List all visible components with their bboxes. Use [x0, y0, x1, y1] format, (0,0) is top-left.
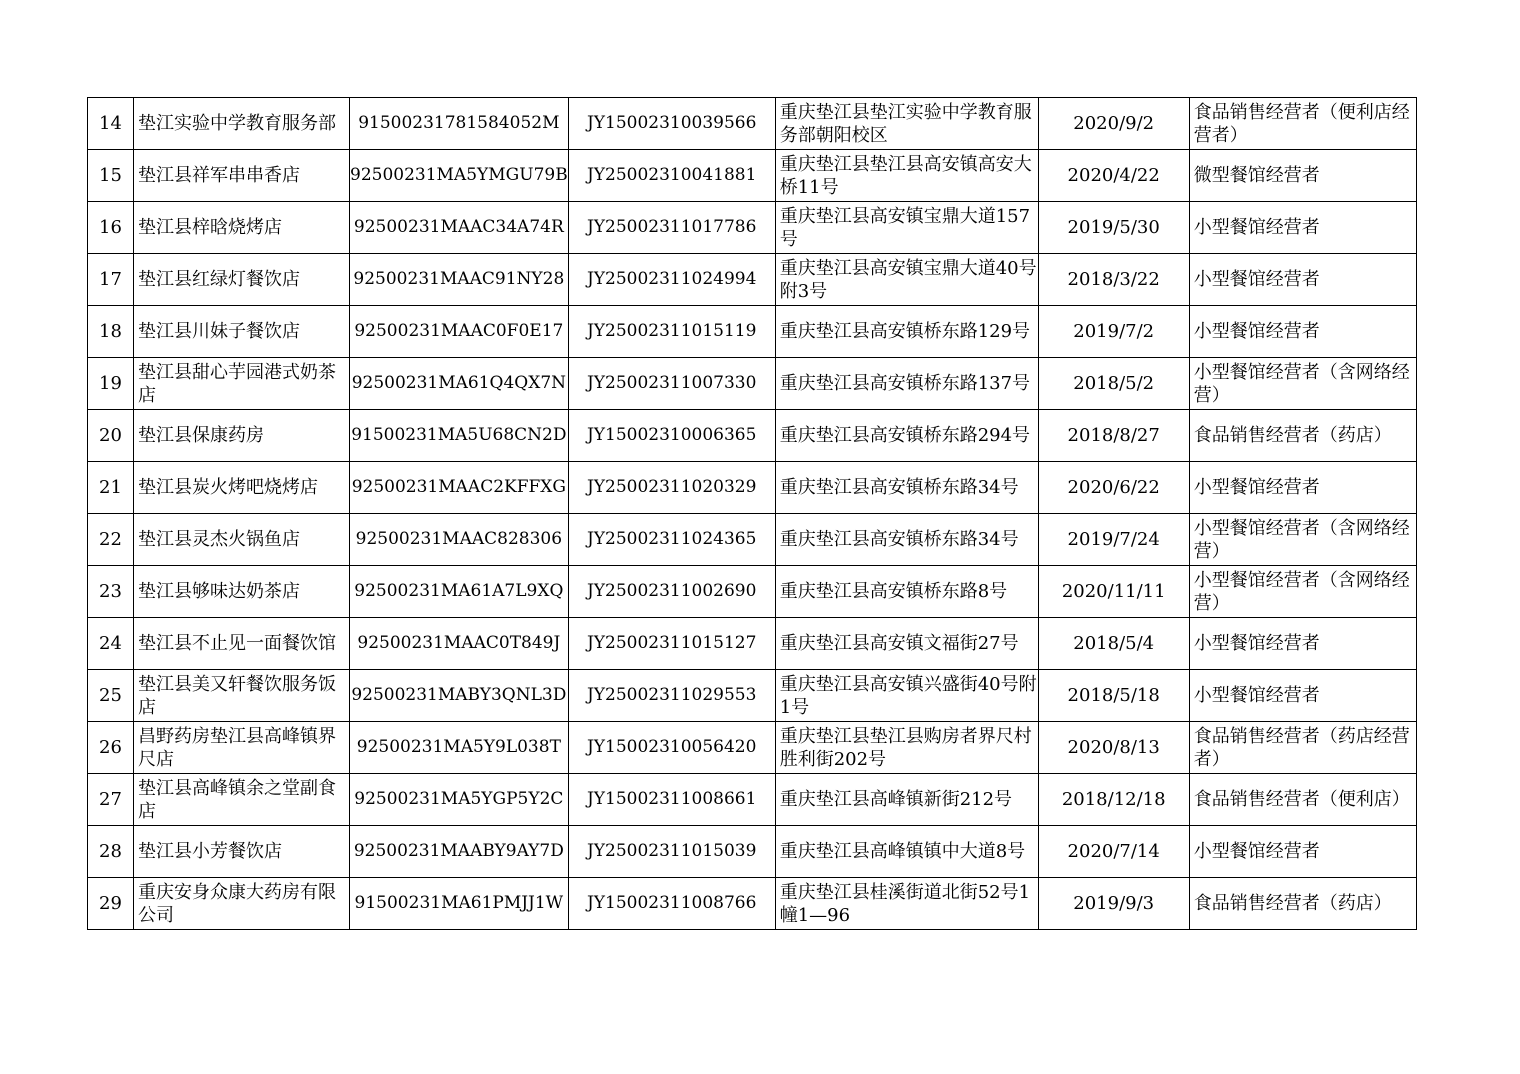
credit-code-cell: 92500231MA5Y9L038T — [350, 722, 569, 774]
business-address-cell: 重庆垫江县高安镇桥东路8号 — [775, 566, 1038, 618]
business-type-cell: 小型餐馆经营者（含网络经营） — [1189, 566, 1416, 618]
credit-code-cell: 92500231MAABY9AY7D — [350, 826, 569, 878]
business-type-cell: 食品销售经营者（药店经营者） — [1189, 722, 1416, 774]
issue-date-cell: 2018/5/18 — [1038, 670, 1189, 722]
license-number-cell: JY15002311008766 — [568, 878, 775, 930]
license-number-cell: JY15002311008661 — [568, 774, 775, 826]
credit-code-cell: 92500231MAAC2KFFXG — [350, 462, 569, 514]
credit-code-cell: 92500231MAAC0T849J — [350, 618, 569, 670]
business-name-cell: 垫江县美又轩餐饮服务饭店 — [134, 670, 350, 722]
row-number-cell: 15 — [88, 150, 134, 202]
business-type-cell: 食品销售经营者（药店） — [1189, 878, 1416, 930]
issue-date-cell: 2019/9/3 — [1038, 878, 1189, 930]
license-number-cell: JY25002311017786 — [568, 202, 775, 254]
license-number-cell: JY25002311024365 — [568, 514, 775, 566]
table-row — [88, 462, 1417, 514]
business-address-cell: 重庆垫江县高安镇宝鼎大道40号附3号 — [775, 254, 1038, 306]
table-body — [88, 98, 1417, 930]
business-name-cell: 垫江县祥军串串香店 — [134, 150, 350, 202]
credit-code-cell: 92500231MABY3QNL3D — [350, 670, 569, 722]
issue-date-cell: 2018/12/18 — [1038, 774, 1189, 826]
table-row — [88, 722, 1417, 774]
table-row — [88, 150, 1417, 202]
license-number-cell: JY25002310041881 — [568, 150, 775, 202]
license-number-cell: JY25002311015039 — [568, 826, 775, 878]
business-type-cell: 小型餐馆经营者 — [1189, 618, 1416, 670]
table-row — [88, 202, 1417, 254]
business-name-cell: 垫江县梓晗烧烤店 — [134, 202, 350, 254]
business-name-cell: 垫江县川妹子餐饮店 — [134, 306, 350, 358]
business-address-cell: 重庆垫江县高安镇桥东路137号 — [775, 358, 1038, 410]
credit-code-cell: 91500231MA5U68CN2D — [350, 410, 569, 462]
business-address-cell: 重庆垫江县高安镇文福街27号 — [775, 618, 1038, 670]
issue-date-cell: 2019/7/24 — [1038, 514, 1189, 566]
license-number-cell: JY25002311002690 — [568, 566, 775, 618]
table-row — [88, 254, 1417, 306]
business-name-cell: 垫江县灵杰火锅鱼店 — [134, 514, 350, 566]
business-type-cell: 微型餐馆经营者 — [1189, 150, 1416, 202]
row-number-cell: 16 — [88, 202, 134, 254]
business-type-cell: 小型餐馆经营者 — [1189, 462, 1416, 514]
business-name-cell: 垫江县炭火烤吧烧烤店 — [134, 462, 350, 514]
business-address-cell: 重庆垫江县高安镇桥东路34号 — [775, 514, 1038, 566]
issue-date-cell: 2018/8/27 — [1038, 410, 1189, 462]
business-address-cell: 重庆垫江县桂溪街道北街52号1幢1—96 — [775, 878, 1038, 930]
table-row — [88, 618, 1417, 670]
license-number-cell: JY15002310056420 — [568, 722, 775, 774]
table-row — [88, 670, 1417, 722]
table-row — [88, 98, 1417, 150]
business-address-cell: 重庆垫江县高安镇兴盛街40号附1号 — [775, 670, 1038, 722]
business-type-cell: 食品销售经营者（便利店） — [1189, 774, 1416, 826]
business-address-cell: 重庆垫江县垫江县高安镇高安大桥11号 — [775, 150, 1038, 202]
issue-date-cell: 2020/4/22 — [1038, 150, 1189, 202]
business-address-cell: 重庆垫江县高峰镇新街212号 — [775, 774, 1038, 826]
business-name-cell: 垫江县红绿灯餐饮店 — [134, 254, 350, 306]
issue-date-cell: 2018/5/4 — [1038, 618, 1189, 670]
row-number-cell: 26 — [88, 722, 134, 774]
table-row — [88, 410, 1417, 462]
business-address-cell: 重庆垫江县高峰镇镇中大道8号 — [775, 826, 1038, 878]
credit-code-cell: 92500231MA5YGP5Y2C — [350, 774, 569, 826]
business-name-cell: 垫江县甜心芋园港式奶茶店 — [134, 358, 350, 410]
issue-date-cell: 2018/5/2 — [1038, 358, 1189, 410]
issue-date-cell: 2020/6/22 — [1038, 462, 1189, 514]
row-number-cell: 22 — [88, 514, 134, 566]
business-name-cell: 垫江县不止见一面餐饮馆 — [134, 618, 350, 670]
business-address-cell: 重庆垫江县高安镇桥东路129号 — [775, 306, 1038, 358]
issue-date-cell: 2020/11/11 — [1038, 566, 1189, 618]
credit-code-cell: 92500231MAAC34A74R — [350, 202, 569, 254]
license-number-cell: JY25002311020329 — [568, 462, 775, 514]
business-type-cell: 小型餐馆经营者 — [1189, 202, 1416, 254]
issue-date-cell: 2019/7/2 — [1038, 306, 1189, 358]
business-name-cell: 垫江县小芳餐饮店 — [134, 826, 350, 878]
business-address-cell: 重庆垫江县垫江实验中学教育服务部朝阳校区 — [775, 98, 1038, 150]
business-type-cell: 小型餐馆经营者 — [1189, 306, 1416, 358]
business-type-cell: 小型餐馆经营者 — [1189, 254, 1416, 306]
row-number-cell: 24 — [88, 618, 134, 670]
row-number-cell: 23 — [88, 566, 134, 618]
credit-code-cell: 92500231MAAC0F0E17 — [350, 306, 569, 358]
table-row — [88, 306, 1417, 358]
row-number-cell: 20 — [88, 410, 134, 462]
row-number-cell: 21 — [88, 462, 134, 514]
row-number-cell: 28 — [88, 826, 134, 878]
business-name-cell: 垫江实验中学教育服务部 — [134, 98, 350, 150]
row-number-cell: 27 — [88, 774, 134, 826]
license-number-cell: JY25002311024994 — [568, 254, 775, 306]
table-row — [88, 358, 1417, 410]
credit-code-cell: 91500231MA61PMJJ1W — [350, 878, 569, 930]
business-address-cell: 重庆垫江县高安镇宝鼎大道157号 — [775, 202, 1038, 254]
issue-date-cell: 2020/9/2 — [1038, 98, 1189, 150]
license-number-cell: JY25002311015119 — [568, 306, 775, 358]
credit-code-cell: 92500231MAAC91NY28 — [350, 254, 569, 306]
table-row — [88, 826, 1417, 878]
business-name-cell: 垫江县够味达奶茶店 — [134, 566, 350, 618]
license-number-cell: JY15002310039566 — [568, 98, 775, 150]
table-row — [88, 774, 1417, 826]
business-name-cell: 重庆安身众康大药房有限公司 — [134, 878, 350, 930]
credit-code-cell: 91500231781584052M — [350, 98, 569, 150]
business-name-cell: 垫江县保康药房 — [134, 410, 350, 462]
business-type-cell: 小型餐馆经营者（含网络经营） — [1189, 514, 1416, 566]
license-number-cell: JY25002311029553 — [568, 670, 775, 722]
business-address-cell: 重庆垫江县高安镇桥东路294号 — [775, 410, 1038, 462]
issue-date-cell: 2018/3/22 — [1038, 254, 1189, 306]
business-address-cell: 重庆垫江县垫江县购房者界尺村胜利街202号 — [775, 722, 1038, 774]
row-number-cell: 18 — [88, 306, 134, 358]
business-type-cell: 食品销售经营者（便利店经营者） — [1189, 98, 1416, 150]
license-number-cell: JY25002311007330 — [568, 358, 775, 410]
business-name-cell: 昌野药房垫江县高峰镇界尺店 — [134, 722, 350, 774]
issue-date-cell: 2020/8/13 — [1038, 722, 1189, 774]
credit-code-cell: 92500231MA61A7L9XQ — [350, 566, 569, 618]
credit-code-cell: 92500231MA61Q4QX7N — [350, 358, 569, 410]
row-number-cell: 14 — [88, 98, 134, 150]
issue-date-cell: 2020/7/14 — [1038, 826, 1189, 878]
business-name-cell: 垫江县高峰镇余之堂副食店 — [134, 774, 350, 826]
row-number-cell: 29 — [88, 878, 134, 930]
registry-table — [87, 97, 1417, 930]
business-address-cell: 重庆垫江县高安镇桥东路34号 — [775, 462, 1038, 514]
row-number-cell: 25 — [88, 670, 134, 722]
row-number-cell: 19 — [88, 358, 134, 410]
business-type-cell: 食品销售经营者（药店） — [1189, 410, 1416, 462]
license-number-cell: JY15002310006365 — [568, 410, 775, 462]
table-row — [88, 566, 1417, 618]
table-row — [88, 878, 1417, 930]
table-row — [88, 514, 1417, 566]
row-number-cell: 17 — [88, 254, 134, 306]
license-number-cell: JY25002311015127 — [568, 618, 775, 670]
business-type-cell: 小型餐馆经营者 — [1189, 670, 1416, 722]
issue-date-cell: 2019/5/30 — [1038, 202, 1189, 254]
credit-code-cell: 92500231MA5YMGU79B — [350, 150, 569, 202]
business-type-cell: 小型餐馆经营者（含网络经营） — [1189, 358, 1416, 410]
business-type-cell: 小型餐馆经营者 — [1189, 826, 1416, 878]
credit-code-cell: 92500231MAAC828306 — [350, 514, 569, 566]
